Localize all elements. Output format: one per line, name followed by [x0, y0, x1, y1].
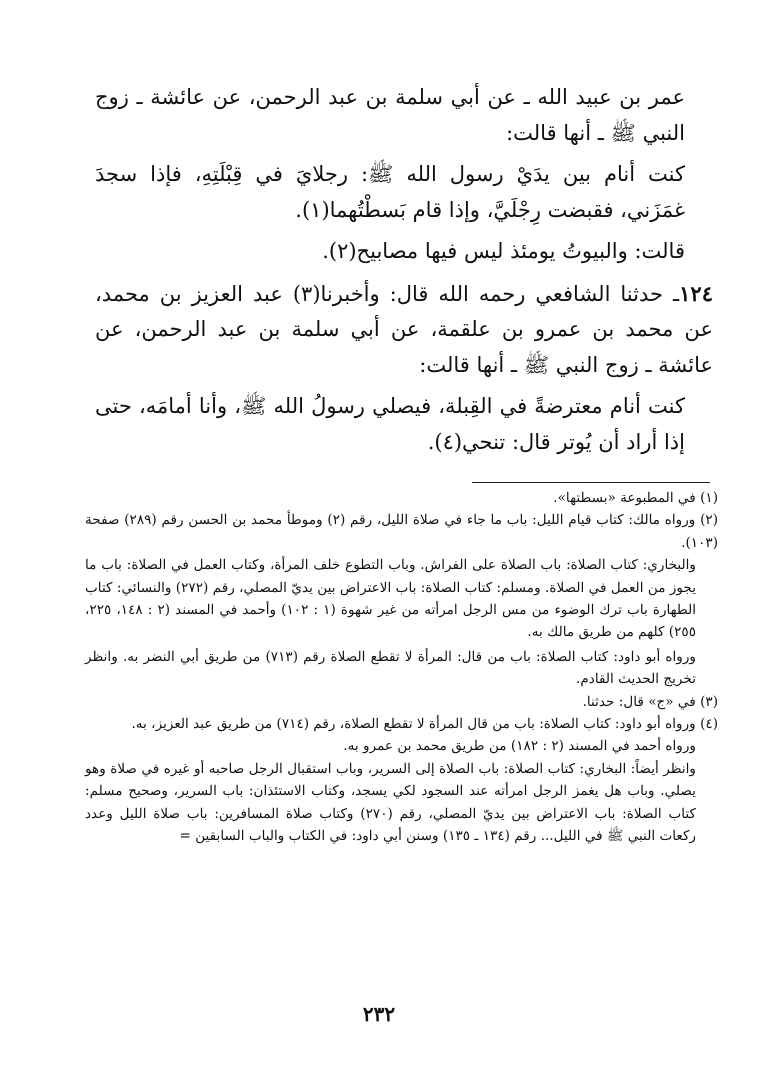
- footnote-2: (٢) ورواه مالك: كتاب قيام الليل: باب ما جاء في صلاة الليل، رقم (٢) وموطأ محمد بن الحسن رقم (٢٨٩) صفحة (١٠٣).: [85, 512, 718, 551]
- footnote-divider: [472, 482, 710, 483]
- paragraph-hadith-124-text: كنت أنام معترضةً في القِبلة، فيصلي رسولُ الله ﷺ، وأنا أمامَه، حتى إذا أراد أن يُوتر قال: تنحي(٤).: [95, 394, 685, 454]
- footnote-4-continued: وانظر أيضاً: البخاري: كتاب الصلاة: باب الصلاة إلى السرير، وباب استقبال الرجل صاحبه أو غيره في صلاة وهو يصلي. وباب هل يغمز الرجل امرأته عند السجود لكي يسجد، وكتاب الاستئذان: باب السرير، وصحيح مسلم: كتاب الصلاة: باب الاعتراض بين يديّ المصلي، رقم (٢٧٠) وكتاب صلاة المسافرين: باب صلاة الليل وعدد ركعات النبي ﷺ في الليل... رقم (١٣٤ ـ ١٣٥) وسنن أبي داود: في الكتاب والباب السابقين =: [85, 760, 696, 845]
- footnote-4-continued: ورواه أحمد في المسند (٢ : ١٨٢) من طريق محمد بن عمرو به.: [343, 738, 696, 755]
- main-text: [95, 80, 713, 466]
- paragraph-chain-continuation: عمر بن عبيد الله ـ عن أبي سلمة بن عبد الرحمن، عن عائشة ـ زوج النبي ﷺ ـ أنها قالت:: [95, 85, 685, 145]
- footnotes: [85, 487, 718, 848]
- hadith-124-chain: ـ حدثنا الشافعي رحمه الله قال: وأخبرنا(٣) عبد العزيز بن محمد، عن محمد بن عمرو بن علقمة، عن أبي سلمة بن عبد الرحمن، عن عائشة ـ زوج النبي ﷺ ـ أنها قالت:: [95, 281, 713, 377]
- footnote-2-continued: ورواه أبو داود: كتاب الصلاة: باب من قال: المرأة لا تقطع الصلاة رقم (٧١٣) من طريق أبي النضر به. وانظر تخريج الحديث القادم.: [85, 648, 696, 688]
- footnote-4: (٤) ورواه أبو داود: كتاب الصلاة: باب من قال المرأة لا تقطع الصلاة، رقم (٧١٤) من طريق عبد العزيز، به.: [131, 716, 718, 733]
- paragraph-statement: قالت: والبيوتُ يومئذ ليس فيها مصابيح(٢).: [322, 239, 685, 263]
- paragraph-hadith-text: كنت أنام بين يدَيْ رسول الله ﷺ: رجلايَ في قِبْلَتِهِ، فإذا سجدَ غمَزَني، فقبضت رِجْلَيَّ، وإذا قام بَسطْتُهما(١).: [95, 162, 685, 222]
- hadith-number: ١٢٤: [679, 280, 713, 306]
- footnote-3: (٣) في «ج» قال: حدثنا.: [582, 693, 718, 710]
- page-number: ٢٣٢: [362, 1002, 396, 1026]
- paragraph-hadith-124: [95, 276, 713, 384]
- footnote-2-continued: والبخاري: كتاب الصلاة: باب الصلاة على الفراش. وباب التطوع خلف المرأة، وكتاب العمل في الصلاة: باب ما يجوز من العمل في الصلاة. ومسلم: كتاب الصلاة: باب الاعتراض بين يديّ المصلي، رقم (٢٧٢) والنسائي: كتاب الطهارة باب ترك الوضوء من مس الرجل امرأته من غير شهوة (١ : ١٠٢) وأحمد في المسند (٢ : ١٤٨، ٢٢٥، ٢٥٥) كلهم من طريق مالك به.: [85, 557, 696, 641]
- footnote-1: (١) في المطبوعة «بسطتها».: [553, 490, 718, 506]
